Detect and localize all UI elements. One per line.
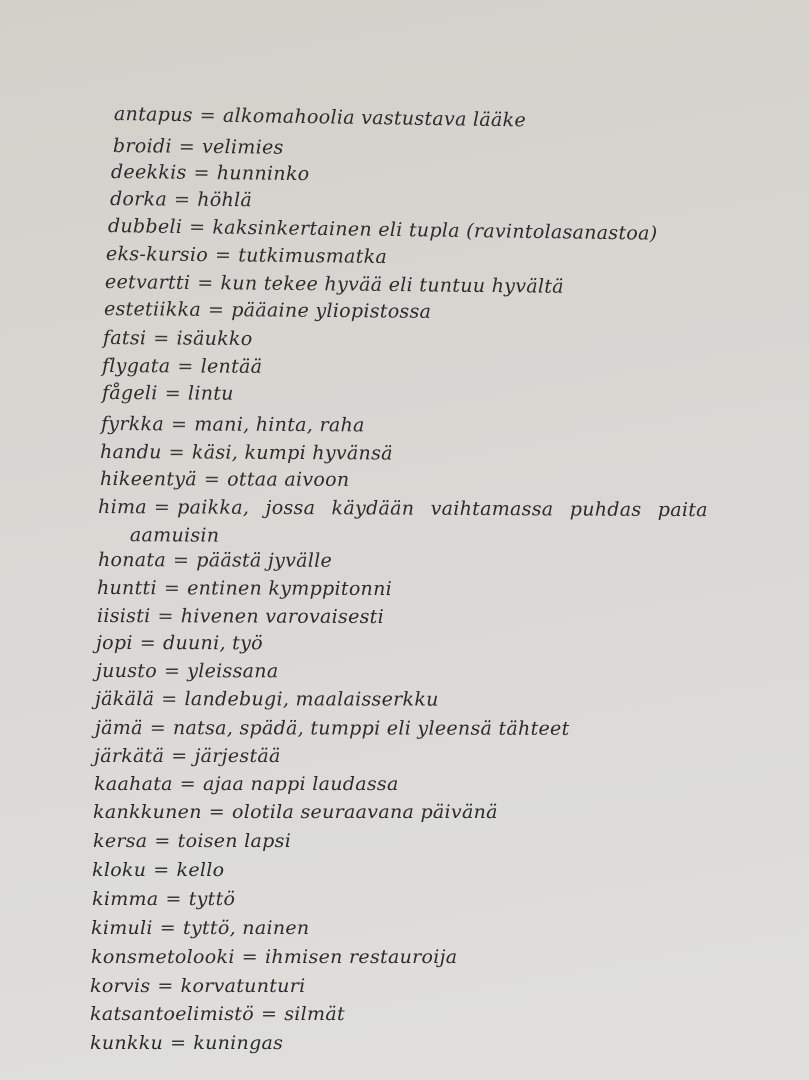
glossary-entry — [93, 827, 291, 855]
definition: paikka, jossa käydään vaihtamassa puhdas paita — [177, 496, 708, 522]
term: konsmetolooki — [91, 946, 235, 968]
equals-sign: = — [163, 577, 181, 600]
glossary-entry — [103, 324, 253, 353]
term: juusto — [95, 660, 158, 683]
definition: silmät — [284, 1003, 345, 1025]
definition: kello — [176, 859, 225, 881]
glossary-entry — [102, 352, 262, 381]
glossary-entry — [95, 714, 570, 743]
glossary-entry — [96, 657, 279, 685]
equals-sign: = — [139, 632, 157, 655]
term: kloku — [92, 859, 147, 881]
term: kankkunen — [93, 801, 202, 823]
glossary-entry — [100, 438, 393, 468]
definition: lintu — [187, 382, 234, 405]
glossary-entry — [95, 685, 439, 714]
term: järkätä — [94, 745, 165, 767]
definition: tyttö — [188, 888, 236, 910]
equals-sign: = — [165, 888, 182, 910]
equals-sign: = — [157, 975, 174, 997]
definition: hivenen varovaisesti — [180, 605, 385, 629]
equals-sign: = — [193, 161, 210, 185]
equals-sign: = — [157, 605, 174, 628]
definition: kuningas — [193, 1032, 284, 1054]
term: estetiikka — [103, 298, 202, 321]
definition: isäukko — [176, 327, 253, 351]
term: eks-kursio — [105, 243, 209, 267]
definition: hunninko — [216, 162, 310, 186]
glossary-entry — [94, 770, 399, 798]
glossary-entry — [94, 742, 281, 770]
glossary-entry — [114, 100, 526, 134]
term: fatsi — [102, 327, 147, 350]
glossary-entry — [97, 602, 384, 631]
term: iisisti — [96, 605, 151, 628]
equals-sign: = — [203, 468, 221, 491]
equals-sign: = — [173, 188, 191, 211]
equals-sign: = — [260, 1003, 278, 1025]
equals-sign: = — [171, 745, 188, 767]
equals-sign: = — [154, 830, 171, 852]
definition: käsi, kumpi hyvänsä — [191, 441, 393, 465]
equals-sign: = — [189, 216, 206, 239]
equals-sign: = — [153, 327, 170, 350]
definition: velimies — [201, 135, 284, 159]
glossary-entry — [97, 574, 392, 603]
equals-sign: = — [170, 1032, 187, 1054]
glossary-entry — [91, 914, 309, 942]
definition: pääaine yliopistossa — [231, 299, 432, 323]
definition: natsa, spädä, tumppi eli yleensä tähteet — [172, 717, 570, 740]
glossary-entry — [90, 1029, 283, 1057]
equals-sign: = — [208, 801, 225, 823]
term: kersa — [93, 830, 148, 852]
equals-sign: = — [241, 946, 258, 968]
glossary-entry — [93, 798, 498, 826]
term: huntti — [96, 577, 157, 600]
equals-sign: = — [207, 298, 225, 322]
definition: landebugi, maalaisserkku — [184, 688, 439, 711]
term: kaahata — [94, 773, 173, 795]
glossary-entry — [102, 379, 234, 408]
term: deekkis — [110, 161, 187, 184]
definition: duuni, työ — [162, 632, 263, 655]
term: hikeentyä — [99, 468, 197, 491]
glossary-entry — [96, 629, 263, 657]
term: kimuli — [91, 917, 153, 939]
definition: alkomahoolia vastustava lääke — [222, 104, 527, 132]
definition-continuation: aamuisin — [129, 524, 220, 547]
glossary-entry — [92, 885, 235, 913]
equals-sign: = — [177, 355, 194, 378]
glossary-entry — [90, 1000, 345, 1028]
glossary-entry — [101, 410, 365, 439]
definition: höhlä — [197, 188, 253, 212]
definition: korvatunturi — [180, 975, 306, 997]
equals-sign: = — [197, 271, 214, 295]
equals-sign: = — [149, 717, 167, 740]
glossary-entry — [98, 546, 332, 575]
glossary-entry — [98, 493, 708, 552]
term: jämä — [94, 717, 143, 740]
equals-sign: = — [172, 549, 190, 572]
glossary-entry — [111, 158, 310, 188]
glossary-entry — [92, 856, 224, 884]
equals-sign: = — [168, 441, 185, 464]
term: kimma — [92, 888, 159, 910]
glossary-entry — [110, 185, 252, 214]
term: broidi — [112, 135, 172, 158]
equals-sign: = — [153, 859, 170, 881]
glossary-entry — [90, 972, 305, 1000]
glossary-entry — [104, 295, 431, 326]
term: eetvartti — [104, 271, 191, 294]
equals-sign: = — [170, 413, 188, 436]
definition: tyttö, nainen — [183, 917, 310, 939]
equals-sign: = — [179, 773, 197, 795]
definition: lentää — [200, 355, 263, 378]
definition: ihmisen restauroija — [264, 946, 458, 968]
definition: entinen kymppitonni — [187, 577, 393, 601]
definition: mani, hinta, raha — [194, 413, 365, 437]
term: katsantoelimistö — [90, 1003, 254, 1025]
term: kunkku — [90, 1032, 164, 1054]
term: korvis — [90, 975, 151, 997]
term: jopi — [95, 632, 133, 655]
definition: toisen lapsi — [177, 830, 292, 852]
definition: päästä jyvälle — [196, 549, 333, 572]
equals-sign: = — [199, 104, 217, 127]
definition: ottaa aivoon — [227, 468, 350, 491]
term: antapus — [113, 103, 193, 127]
definition: tutkimusmatka — [238, 244, 388, 268]
entry-first-line — [98, 493, 708, 524]
equals-sign: = — [164, 382, 182, 405]
term: flygata — [101, 355, 171, 378]
term: hima — [98, 496, 147, 519]
term: dorka — [109, 188, 168, 211]
glossary-entry — [100, 465, 350, 494]
definition: kun tekee hyvää eli tuntuu hyvältä — [220, 272, 564, 298]
term: dubbeli — [107, 215, 183, 239]
term: jäkälä — [94, 688, 155, 711]
definition: olotila seuraavana päivänä — [232, 801, 498, 823]
equals-sign: = — [153, 496, 171, 519]
equals-sign: = — [178, 135, 196, 158]
definition: yleissana — [187, 660, 279, 683]
definition: järjestää — [194, 745, 281, 767]
term: fyrkka — [100, 413, 165, 436]
equals-sign: = — [163, 660, 181, 683]
glossary-entry — [91, 943, 457, 971]
term: handu — [99, 441, 162, 464]
glossary-entry — [106, 240, 387, 271]
equals-sign: = — [214, 244, 232, 267]
equals-sign: = — [161, 688, 178, 711]
term: honata — [97, 549, 167, 572]
equals-sign: = — [159, 917, 177, 939]
definition: ajaa nappi laudassa — [203, 773, 399, 795]
term: fågeli — [101, 382, 158, 405]
definition: kaksinkertainen eli tupla (ravintolasanastoa) — [212, 216, 658, 245]
